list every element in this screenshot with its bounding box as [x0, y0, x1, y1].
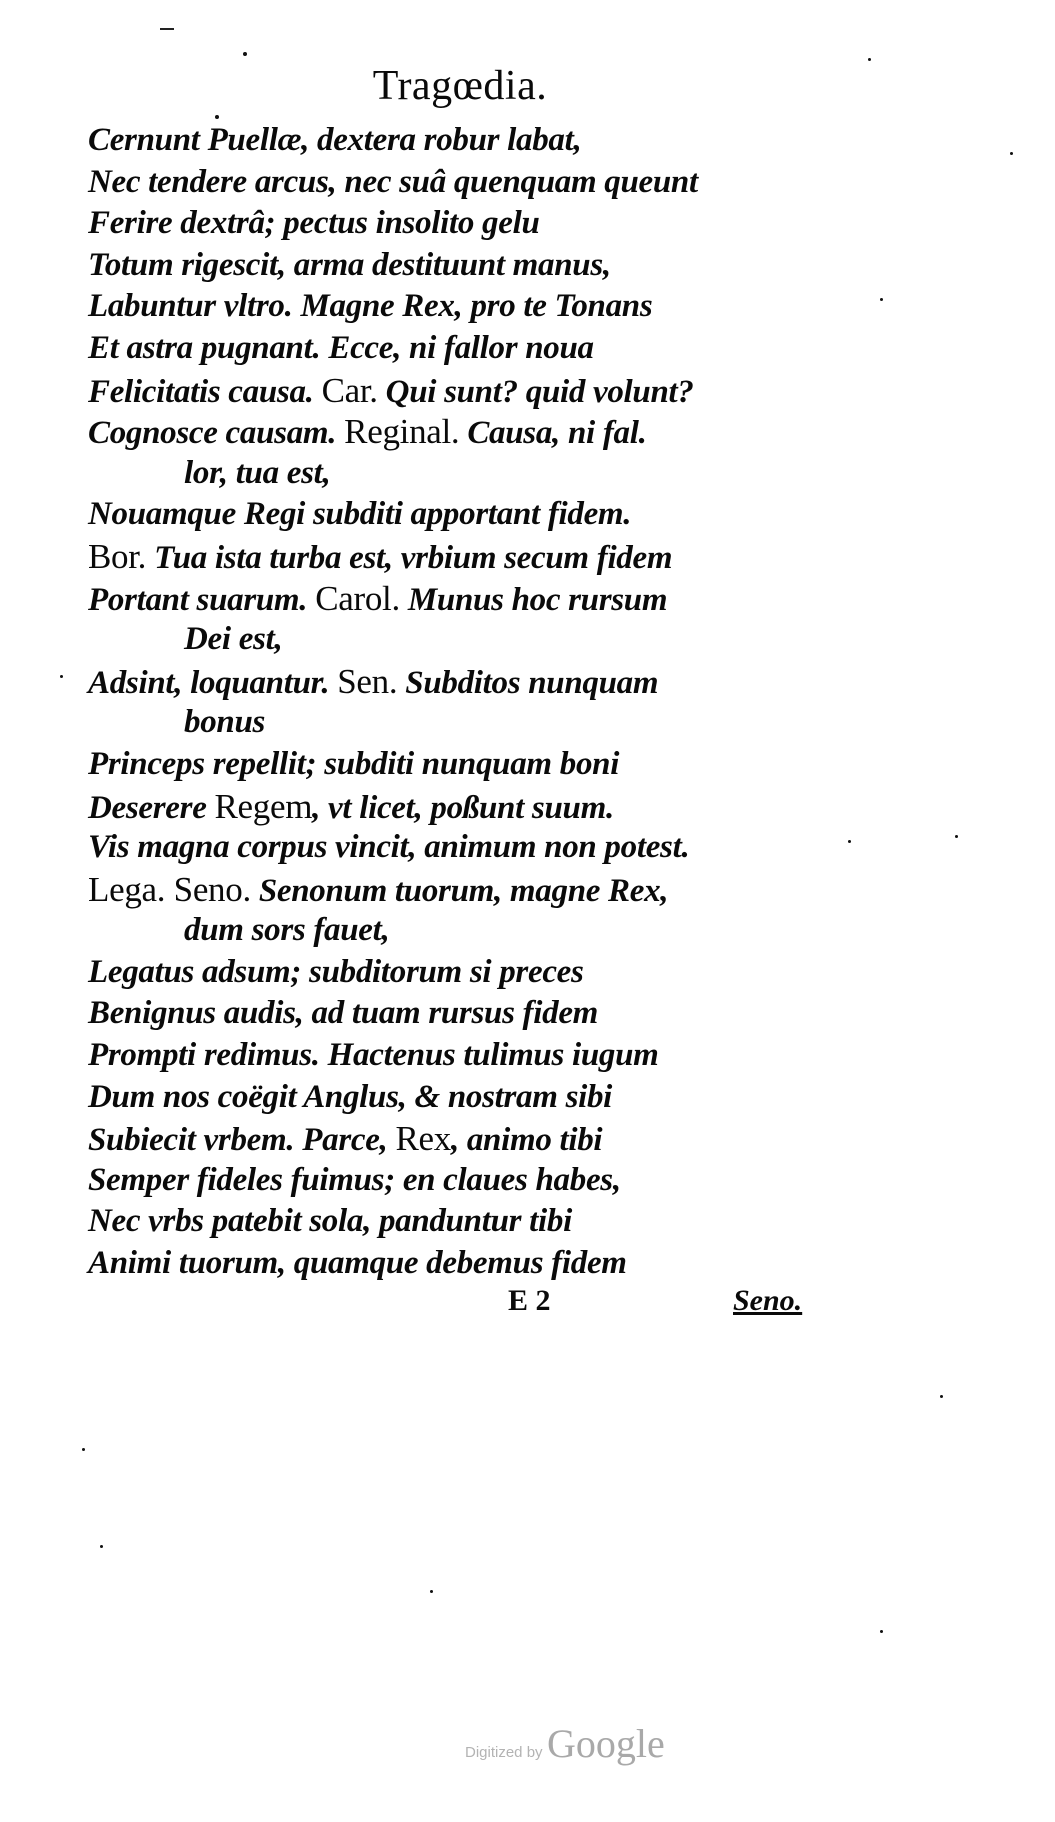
verse-line: Labuntur vltro. Magne Rex, pro te Tonans: [88, 288, 653, 325]
digitized-by-google-watermark: [465, 1720, 665, 1767]
verse-line: Dum nos coëgit Anglus, & nostram sibi: [88, 1078, 613, 1115]
verse-line: Legatus adsum; subditorum si preces: [88, 953, 584, 990]
verse-line: Animi tuorum, quamque debemus fidem: [88, 1245, 627, 1282]
scan-speck: [82, 1448, 85, 1451]
speaker-or-roman-text: Car.: [321, 370, 378, 410]
verse-line: [88, 370, 848, 412]
verse-line: Semper fideles fuimus; en claues habes,: [88, 1161, 621, 1198]
verse-line: bonus: [184, 704, 266, 741]
speaker-or-roman-text: Regem: [214, 786, 313, 826]
verse-line: Benignus audis, ad tuam rursus fidem: [88, 995, 599, 1032]
italic-text: Qui sunt? quid volunt?: [377, 373, 694, 410]
scan-speck: [955, 835, 958, 838]
italic-text: Deserere: [88, 789, 215, 826]
verse-line: [88, 869, 848, 911]
verse-line: [88, 786, 848, 828]
speaker-or-roman-text: Carol.: [315, 578, 400, 618]
scan-speck: [215, 115, 219, 119]
italic-text: Adsint, loquantur.: [88, 664, 338, 701]
verse-line: Nec tendere arcus, nec suâ quenquam queunt: [88, 163, 698, 200]
verse-line: [88, 411, 848, 453]
italic-text: Felicitatis causa.: [88, 373, 322, 410]
scan-speck: [880, 1630, 883, 1633]
signature-mark: E 2: [508, 1284, 551, 1317]
verse-text-block: [88, 120, 848, 1285]
verse-line: Totum rigescit, arma destituunt manus,: [88, 246, 611, 283]
verse-line: [88, 661, 848, 703]
scan-speck: [848, 840, 851, 843]
verse-line: [88, 578, 848, 620]
scan-speck: [60, 675, 63, 678]
speaker-or-roman-text: Bor.: [88, 536, 147, 576]
italic-text: Cognosce causam.: [88, 415, 345, 452]
speaker-or-roman-text: Rex: [395, 1119, 451, 1159]
verse-line: dum sors fauet,: [184, 912, 390, 949]
catchword: Seno.: [733, 1284, 803, 1317]
watermark-prefix: Digitized by: [465, 1744, 543, 1761]
verse-line: Prompti redimus. Hactenus tulimus iugum: [88, 1037, 659, 1074]
italic-text: Munus hoc rursum: [399, 581, 668, 618]
verse-line: Princeps repellit; subditi nunquam boni: [88, 745, 620, 782]
speaker-or-roman-text: Lega. Seno.: [88, 869, 251, 909]
verse-line: lor, tua est,: [184, 454, 331, 491]
page-footer-catchline: [88, 1284, 848, 1326]
verse-line: Et astra pugnant. Ecce, ni fallor noua: [88, 329, 594, 366]
verse-line: Dei est,: [184, 621, 283, 658]
verse-line: Cernunt Puellæ, dextera robur labat,: [88, 122, 582, 158]
italic-text: Causa, ni fal.: [459, 415, 647, 452]
running-title: Tragœdia.: [372, 63, 548, 109]
scan-speck: [160, 28, 174, 30]
verse-line: [88, 1118, 848, 1160]
scan-speck: [430, 1590, 433, 1593]
speaker-or-roman-text: Sen.: [337, 661, 398, 701]
scan-speck: [1010, 152, 1013, 155]
italic-text: , vt licet, poßunt suum.: [312, 789, 614, 826]
google-logo-text: Google: [547, 1721, 665, 1766]
speaker-or-roman-text: Reginal.: [344, 412, 460, 452]
italic-text: Senonum tuorum, magne Rex,: [250, 872, 669, 909]
italic-text: Subiecit vrbem. Parce,: [88, 1122, 396, 1159]
italic-text: Portant suarum.: [88, 581, 316, 618]
italic-text: Subditos nunquam: [397, 664, 659, 701]
scan-speck: [243, 52, 247, 56]
scan-speck: [868, 58, 871, 61]
italic-text: , animo tibi: [450, 1122, 603, 1159]
italic-text: Tua ista turba est, vrbium secum fidem: [146, 539, 673, 576]
scan-speck: [940, 1395, 943, 1398]
verse-line: [88, 536, 848, 578]
verse-line: Ferire dextrâ; pectus insolito gelu: [88, 205, 540, 242]
scan-speck: [880, 298, 883, 301]
verse-line: Vis magna corpus vincit, animum non potest.: [88, 829, 690, 866]
verse-line: Nec vrbs patebit sola, panduntur tibi: [88, 1203, 572, 1240]
verse-line: Nouamque Regi subditi apportant fidem.: [88, 496, 632, 533]
scan-speck: [100, 1545, 103, 1548]
